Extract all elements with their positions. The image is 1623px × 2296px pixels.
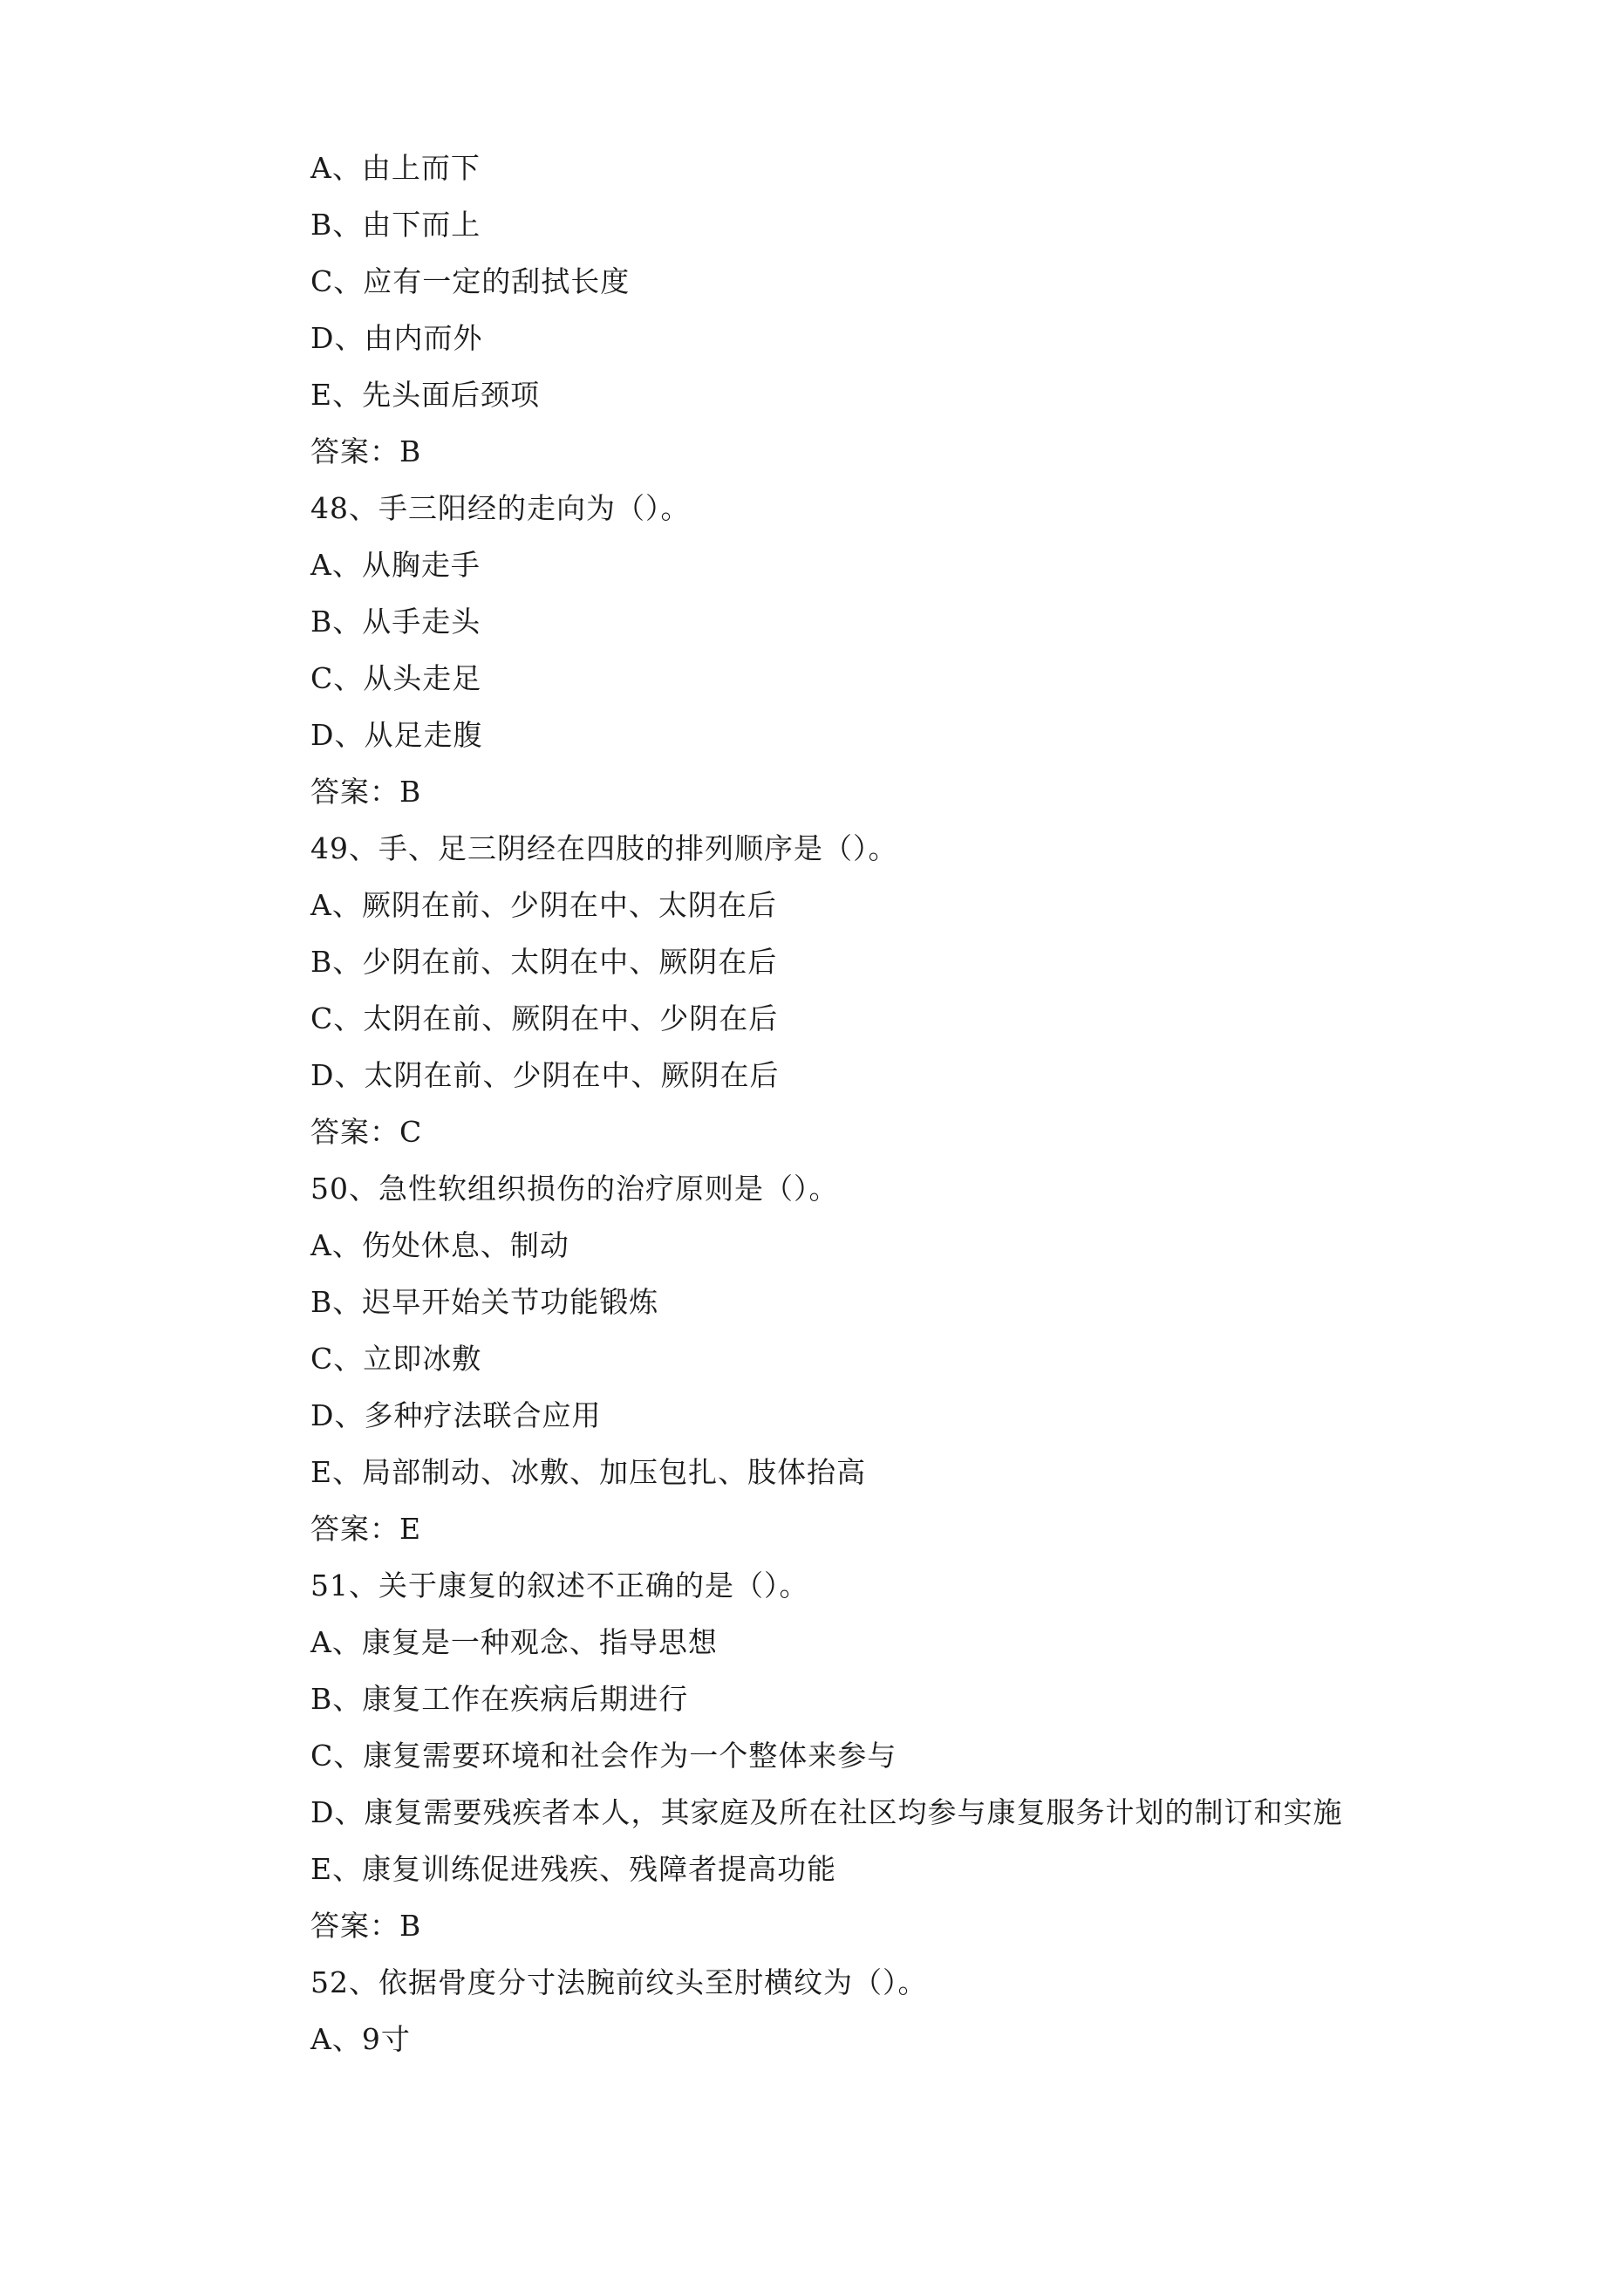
- answer: 答案：B: [310, 775, 422, 809]
- option-e: E、局部制动、冰敷、加压包扎、肢体抬高: [310, 1455, 867, 1489]
- question-48: 48、手三阳经的走向为（）。: [310, 491, 691, 525]
- option-d: D、康复需要残疾者本人，其家庭及所在社区均参与康复服务计划的制订和实施: [310, 1795, 1343, 1829]
- question-49: 49、手、足三阴经在四肢的排列顺序是（）。: [310, 831, 898, 865]
- option-a: A、从胸走手: [310, 548, 481, 582]
- question-50: 50、急性软组织损伤的治疗原则是（）。: [310, 1172, 839, 1206]
- option-c: C、立即冰敷: [310, 1342, 482, 1376]
- answer: 答案：B: [310, 1909, 422, 1943]
- answer: 答案：E: [310, 1512, 422, 1546]
- option-c: C、康复需要环境和社会作为一个整体来参与: [310, 1739, 897, 1773]
- question-list: [310, 140, 1531, 2067]
- option-b: B、从手走头: [310, 605, 481, 639]
- option-d: D、从足走腹: [310, 718, 483, 752]
- option-a: A、康复是一种观念、指导思想: [310, 1625, 718, 1659]
- option-c: C、太阴在前、厥阴在中、少阴在后: [310, 1001, 779, 1035]
- option-a: A、由上而下: [310, 151, 481, 185]
- option-e: E、康复训练促进残疾、残障者提高功能: [310, 1852, 837, 1886]
- option-a: A、9寸: [310, 2022, 411, 2056]
- option-c: C、应有一定的刮拭长度: [310, 264, 631, 298]
- option-b: B、康复工作在疾病后期进行: [310, 1682, 689, 1716]
- option-b: B、少阴在前、太阴在中、厥阴在后: [310, 945, 778, 979]
- option-d: D、太阴在前、少阴在中、厥阴在后: [310, 1058, 780, 1092]
- option-a: A、伤处休息、制动: [310, 1228, 569, 1262]
- option-e: E、先头面后颈项: [310, 378, 541, 412]
- option-d: D、由内而外: [310, 321, 483, 355]
- option-b: B、迟早开始关节功能锻炼: [310, 1285, 659, 1319]
- option-a: A、厥阴在前、少阴在中、太阴在后: [310, 888, 777, 922]
- option-c: C、从头走足: [310, 661, 482, 695]
- answer: 答案：C: [310, 1115, 423, 1149]
- question-51: 51、关于康复的叙述不正确的是（）。: [310, 1568, 809, 1602]
- question-52: 52、依据骨度分寸法腕前纹头至肘横纹为（）。: [310, 1965, 928, 1999]
- answer: 答案：B: [310, 434, 422, 468]
- option-d: D、多种疗法联合应用: [310, 1398, 602, 1432]
- option-b: B、由下而上: [310, 208, 481, 242]
